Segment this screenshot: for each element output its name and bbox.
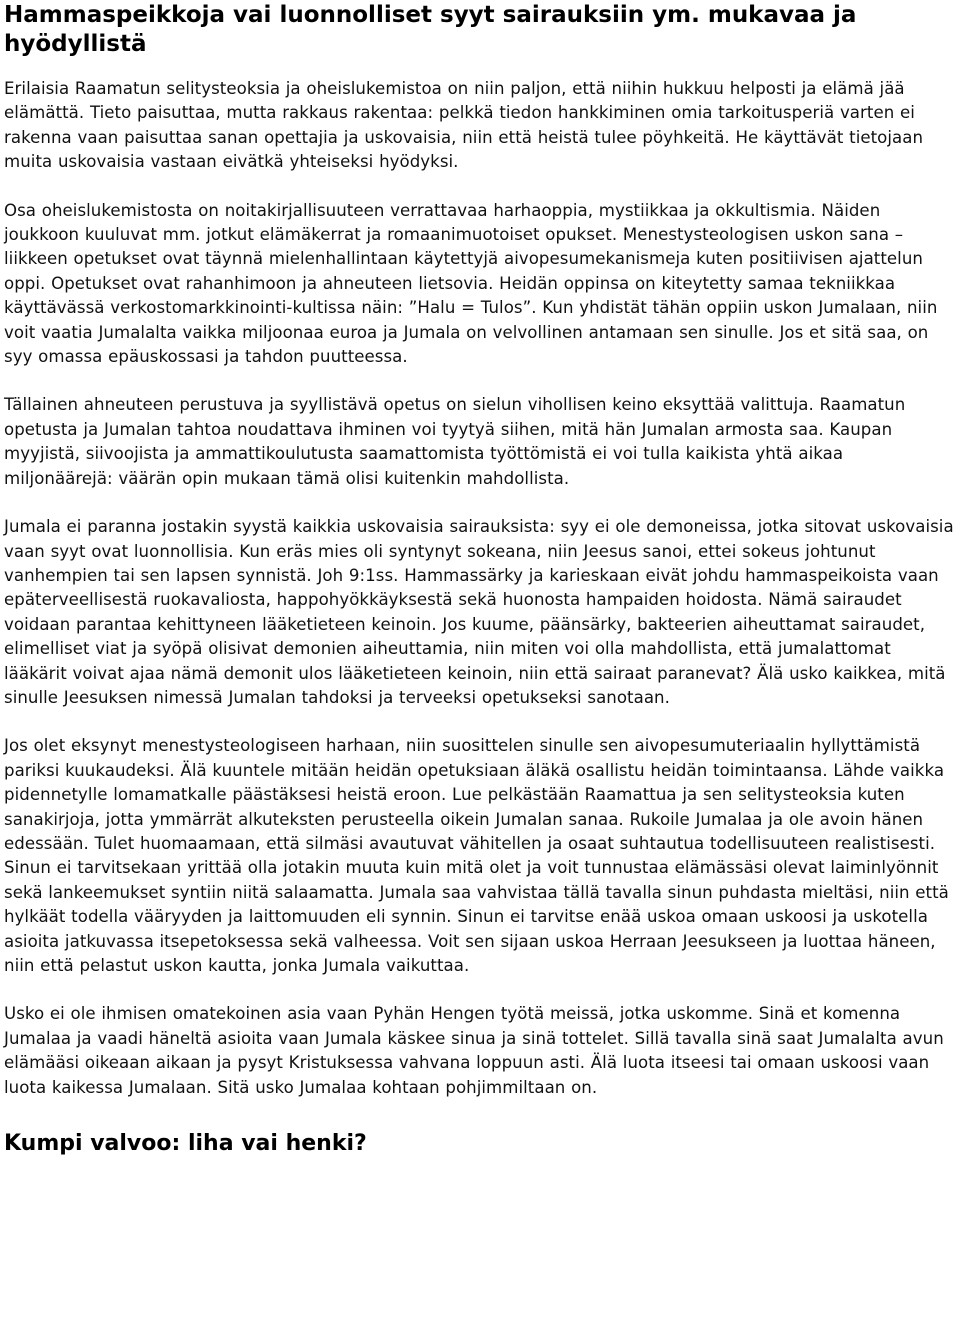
- spacer: [4, 59, 956, 77]
- paragraph-faith: Usko ei ole ihmisen omatekoinen asia vaan Pyhän Hengen työtä meissä, jotka uskomme. Sinä et komenna Jumalaa ja vaadi häneltä asioita vaan Jumala käskee sinua ja sinä tottelet. Sillä tavalla sinä saat Jumalalta avun elämääsi oikeaan aikaan ja pysyt Kristuksessa vahvana loppuun asti. Älä luota itseesi tai omaan uskoosi vaan luota kaikessa Jumalaan. Sitä usko Jumalaa kohtaan pohjimmiltaan on.: [4, 1004, 944, 1097]
- spacer: [4, 978, 956, 1002]
- paragraph-natural-causes: Jumala ei paranna jostakin syystä kaikkia uskovaisia sairauksista: syy ei ole demoneissa, jotka sitovat uskovaisia vaan syyt ovat luonnollisia. Kun eräs mies oli syntynyt sokeana, niin Jeesus sanoi, ettei sokeus johtunut vanhempien tai sen lapsen synnistä. Joh 9:1ss. Hammassärky ja karieskaan eivät johdu hammaspeikoista vaan epäterveellisestä ruokavaliosta, happohyökkäyksestä sekä huonosta hampaiden hoidosta. Nämä sairaudet voidaan parantaa kehittyneen lääketieteen keinoin. Jos kuume, päänsärky, bakteerien aiheuttamat sairaudet, elimelliset viat ja syöpä olisivat demonien aiheuttamia, niin miten voi olla mahdollista, että jumalattomat lääkärit voivat ajaa nämä demonit ulos lääketieteen keinoin, niin että sairaat paranevat? Älä usko kaikkea, mitä sinulle Jeesuksen nimessä Jumalan tahdoksi ja terveeksi opetukseksi sanotaan.: [4, 517, 954, 707]
- paragraph-greed-teaching: Tällainen ahneuteen perustuva ja syyllistävä opetus on sielun vihollisen keino eksyttää valittuja. Raamatun opetusta ja Jumalan tahtoa noudattava ihminen voi tyytyä siihen, mitä hän Jumalan armosta saa. Kaupan myyjistä, siivoojista ja ammattikoulutusta saamattomista työttömistä ei voi tulla kaikista yhtä aikaa miljonäärejä: väärän opin mukaan tämä olisi kuitenkin mahdollista.: [4, 395, 906, 488]
- spacer: [4, 1100, 956, 1124]
- spacer: [4, 175, 956, 199]
- paragraph-intro: Erilaisia Raamatun selitysteoksia ja oheislukemistoa on niin paljon, että niihin hukkuu helposti ja elämä jää elämättä. Tieto paisuttaa, mutta rakkaus rakentaa: pelkkä tiedon hankkiminen omia tarkoitusperiä varten ei rakenna vaan paisuttaa sanan opettajia ja uskovaisia, niin että heistä tulee pöyhkeitä. He käyttävät tietojaan muita uskovaisia vastaan eivätkä yhteiseksi hyödyksi.: [4, 79, 924, 172]
- spacer: [4, 369, 956, 393]
- paragraph-false-teaching: Osa oheislukemistosta on noitakirjallisuuteen verrattavaa harhaoppia, mystiikkaa ja okkultismia. Näiden joukkoon kuuluvat mm. jotkut elämäkerrat ja romaanimuotoiset opukset. Menestysteologisen uskon sana –liikkeen opetukset ovat täynnä mielenhallintaan käytettyjä aivopesumekanismeja kuten positiivisen ajattelun oppi. Opetukset ovat rahanhimoon ja ahneuteen lietsovia. Heidän oppinsa on kiteytetty samaa tekniikkaa käyttävässä verkostomarkkinointi-kultissa näin: ”Halu = Tulos”. Kun yhdistät tähän oppiin uskon Jumalaan, niin voit vaatia Jumalalta vaikka miljoonaa euroa ja Jumala on velvollinen antamaan sen sinulle. Jos et sitä saa, on syy omassa epäuskossasi ja tahdon puutteessa.: [4, 200, 938, 367]
- document-title: Hammaspeikkoja vai luonnolliset syyt sairauksiin ym. mukavaa ja hyödyllistä: [4, 2, 857, 57]
- document: [4, 0, 956, 1158]
- spacer: [4, 491, 956, 515]
- section-heading: Kumpi valvoo: liha vai henki?: [4, 1131, 367, 1157]
- spacer: [4, 710, 956, 734]
- paragraph-advice: Jos olet eksynyt menestysteologiseen harhaan, niin suosittelen sinulle sen aivopesumuteriaalin hyllyttämistä pariksi kuukaudeksi. Älä kuuntele mitään heidän opetuksiaan äläkä osallistu heidän toimintaansa. Lähde vaikka pidennetylle lomamatkalle päästäksesi heistä eroon. Lue pelkästään Raamattua ja sen selitysteoksia kuten sanakirjoja, jotta ymmärrät alkuteksten perusteella oikein Jumalan sanaa. Rukoile Jumalaa ja ole avoin hänen edessään. Tulet huomaamaan, että silmäsi avautuvat vähitellen ja osaat suhtautua todellisuuteen realistisesti. Sinun ei tarvitsekaan yrittää olla jotakin muuta kuin mitä olet ja voit tunnustaa elämässäsi olevat laiminlyönnit sekä lankeemukset syntiin niitä salaamatta. Jumala saa vahvistaa tällä tavalla sinun puhdasta mieltäsi, niin että hylkäät todella vääryyden ja laittomuuden eli synnin. Sinun ei tarvitse enää uskoa omaan uskoosi ja uskotella asioita jatkuvassa itsepetoksessa sekä valheessa. Voit sen sijaan uskoa Herraan Jeesukseen ja luottaa häneen, niin että pelastut uskon kautta, jonka Jumala vaikuttaa.: [4, 736, 949, 975]
